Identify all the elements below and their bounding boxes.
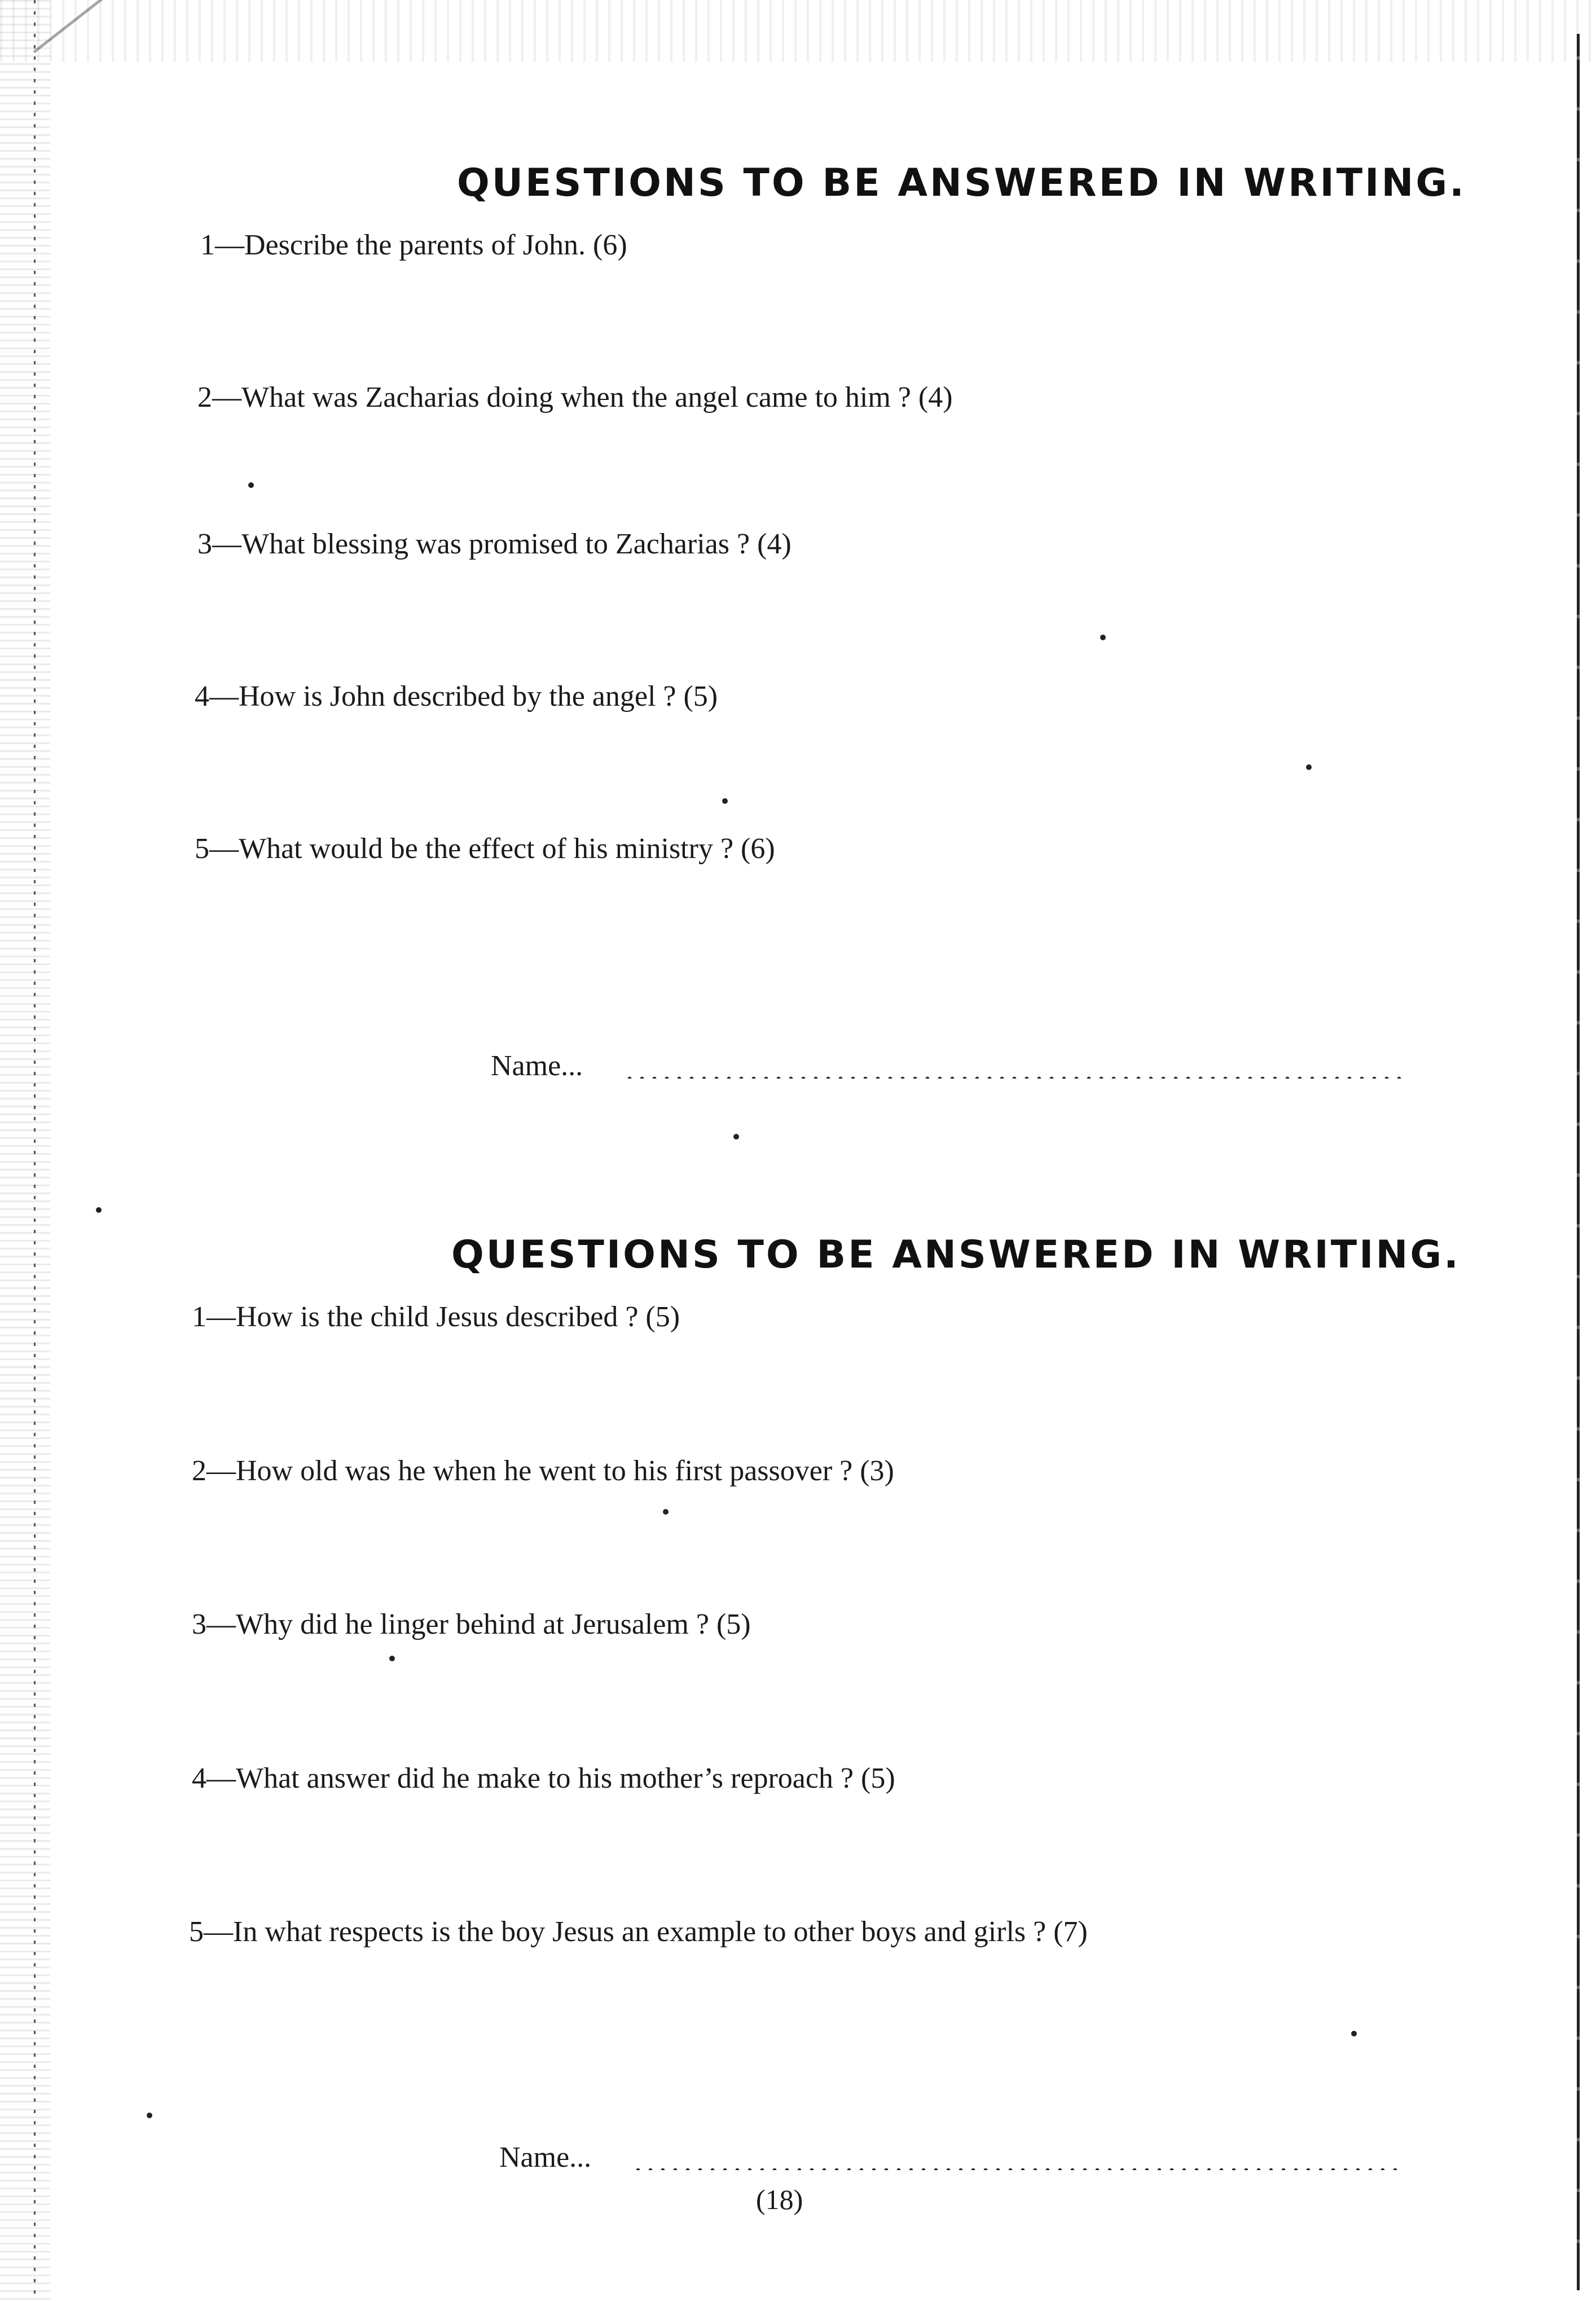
scan-speck — [722, 798, 728, 804]
scan-edge-right — [1562, 34, 1596, 2290]
section2-question-4: 4—What answer did he make to his mother’s reproach ? (5) — [192, 1762, 895, 1794]
section1-question-5: 5—What would be the effect of his ministry ? (6) — [195, 833, 775, 865]
section2-question-3: 3—Why did he linger behind at Jerusalem ? (5) — [192, 1608, 751, 1640]
scan-speck — [1100, 635, 1106, 640]
scan-edge-left — [0, 0, 51, 2301]
section1-question-4: 4—How is John described by the angel ? (5) — [195, 680, 718, 712]
section1-question-3: 3—What blessing was promised to Zacharias ? (4) — [197, 528, 792, 560]
section1-question-2: 2—What was Zacharias doing when the angel came to him ? (4) — [197, 381, 953, 413]
section2-question-5: 5—In what respects is the boy Jesus an example to other boys and girls ? (7) — [189, 1916, 1088, 1948]
scan-speck — [248, 482, 254, 488]
scan-speck — [389, 1656, 395, 1661]
section2-question-1: 1—How is the child Jesus described ? (5) — [192, 1301, 680, 1333]
section2-heading: QUESTIONS TO BE ANSWERED IN WRITING. — [451, 1233, 1461, 1277]
section1-name-label: Name... — [491, 1050, 583, 1082]
section2-name-label: Name... — [499, 2141, 592, 2174]
scan-speck — [96, 1207, 102, 1213]
scan-speck — [1306, 764, 1312, 770]
section1-name-line[interactable] — [623, 1076, 1402, 1079]
scan-edge-top — [0, 0, 1596, 62]
scan-speck — [1351, 2031, 1357, 2036]
section2-name-line[interactable] — [632, 2168, 1399, 2170]
scan-speck — [663, 1509, 669, 1515]
page-number: (18) — [756, 2184, 803, 2215]
section1-question-1: 1—Describe the parents of John. (6) — [200, 229, 627, 261]
section2-question-2: 2—How old was he when he went to his first passover ? (3) — [192, 1455, 894, 1487]
section1-heading: QUESTIONS TO BE ANSWERED IN WRITING. — [457, 161, 1467, 205]
scan-speck — [733, 1134, 739, 1139]
scan-speck — [147, 2113, 152, 2118]
